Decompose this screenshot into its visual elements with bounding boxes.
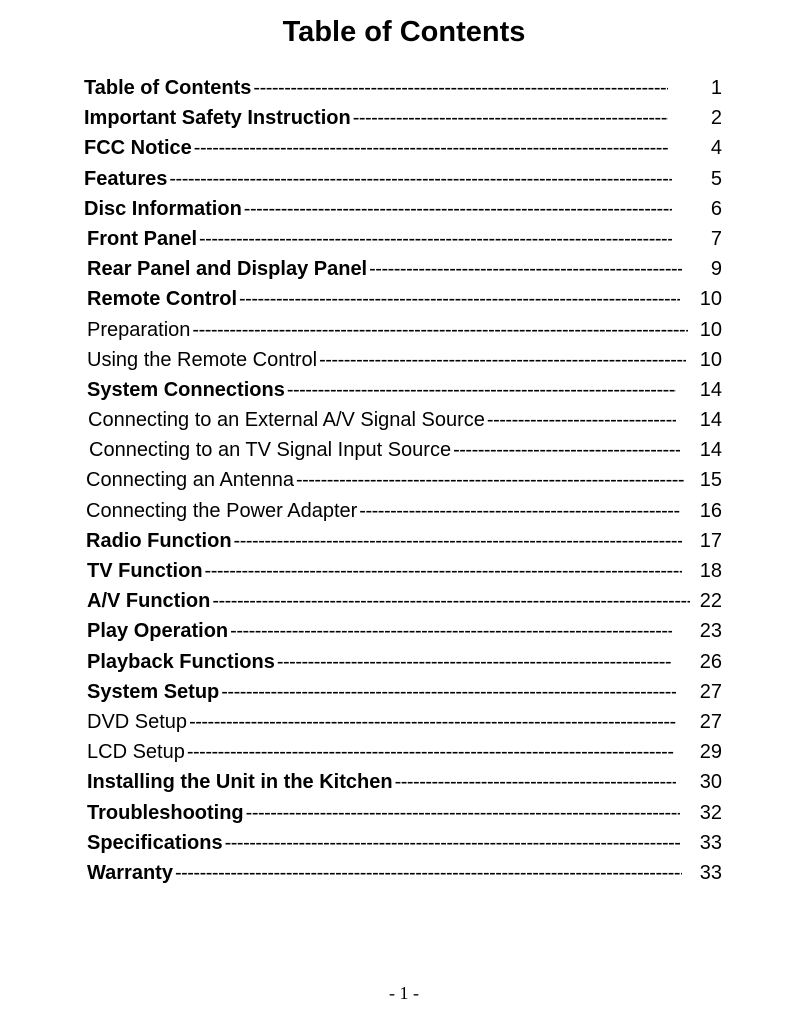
toc-leader-dashes (192, 133, 668, 163)
toc-entry (0, 616, 808, 646)
toc-entry (0, 73, 808, 103)
toc-entry-page: 10 (699, 318, 722, 341)
toc-leader-dashes (187, 707, 676, 737)
toc-entry (0, 405, 808, 435)
toc-entry-page: 33 (699, 831, 722, 854)
toc-entry-title: Using the Remote Control (87, 348, 318, 371)
toc-leader-dashes (317, 345, 686, 375)
toc-entry-page: 26 (699, 650, 722, 673)
toc-entry (0, 194, 808, 224)
toc-entry-title: Front Panel (87, 227, 198, 250)
toc-entry (0, 103, 808, 133)
toc-entry-page: 22 (699, 590, 722, 613)
toc-entry (0, 133, 808, 163)
toc-entry-text (87, 556, 682, 586)
toc-entry-page: 15 (699, 469, 722, 492)
toc-entry (0, 798, 808, 828)
toc-entry-page: 33 (699, 861, 722, 884)
toc-entry-page: 2 (710, 107, 722, 130)
toc-entry-text (86, 526, 682, 556)
toc-entry-text (84, 103, 668, 133)
toc-entry-title: Play Operation (87, 620, 229, 643)
toc-entry-text (87, 828, 680, 858)
toc-leader-dashes (203, 556, 682, 586)
toc-entry-title: Disc Information (84, 197, 242, 220)
toc-entry-title: Important Safety Instruction (84, 107, 351, 130)
toc-entry-text (87, 375, 676, 405)
toc-entry-text (87, 647, 672, 677)
toc-entry (0, 677, 808, 707)
toc-leader-dashes (242, 194, 672, 224)
toc-entry-page: 6 (710, 197, 722, 220)
toc-entry-title: LCD Setup (87, 741, 185, 764)
toc-entry-text (87, 315, 688, 345)
toc-entry (0, 315, 808, 345)
toc-entry-page: 14 (699, 378, 722, 401)
toc-leader-dashes (285, 375, 676, 405)
toc-entry-text (84, 164, 672, 194)
toc-leader-dashes (294, 465, 684, 495)
toc-leader-dashes (351, 103, 668, 133)
toc-entry-page: 5 (710, 167, 722, 190)
toc-entry (0, 737, 808, 767)
toc-entry-text (87, 737, 674, 767)
toc-entry-title: Connecting an Antenna (86, 469, 294, 492)
toc-entry-text (87, 345, 686, 375)
toc-entry-title: Radio Function (86, 529, 232, 552)
toc-entry-text (88, 405, 676, 435)
toc-entry-title: Troubleshooting (87, 801, 244, 824)
page-title: Table of Contents (282, 16, 526, 48)
toc-entry-text (87, 798, 680, 828)
toc-entry-title: Table of Contents (84, 77, 252, 99)
toc-leader-dashes (357, 496, 680, 526)
toc-leader-dashes (173, 858, 682, 888)
toc-entry-text (84, 133, 668, 163)
toc-leader-dashes (232, 526, 682, 556)
toc-entry (0, 828, 808, 858)
toc-leader-dashes (190, 315, 688, 345)
toc-entry-title: System Setup (87, 680, 220, 703)
toc-entry (0, 435, 808, 465)
toc-entry-text (87, 767, 676, 797)
toc-entry-page: 17 (699, 529, 722, 552)
toc-entry-title: Connecting the Power Adapter (86, 499, 358, 522)
toc-list (0, 73, 808, 888)
toc-entry-title: Specifications (87, 831, 223, 854)
toc-entry (0, 345, 808, 375)
toc-entry-title: FCC Notice (84, 137, 192, 160)
toc-entry-page: 16 (699, 499, 722, 522)
toc-leader-dashes (219, 677, 676, 707)
toc-leader-dashes (237, 284, 680, 314)
toc-leader-dashes (251, 73, 668, 103)
toc-entry-text (84, 194, 672, 224)
toc-entry-page: 1 (710, 77, 722, 99)
toc-entry-text (86, 465, 684, 495)
toc-entry-text (87, 858, 682, 888)
toc-entry-page: 27 (699, 680, 722, 703)
toc-entry-title: Connecting to an TV Signal Input Source (89, 439, 452, 462)
toc-entry (0, 707, 808, 737)
toc-entry-title: Features (84, 167, 168, 190)
toc-entry (0, 647, 808, 677)
toc-entry (0, 767, 808, 797)
toc-entry-title: TV Function (87, 560, 203, 582)
toc-entry-page: 4 (710, 137, 722, 160)
toc-entry (0, 465, 808, 495)
toc-entry-text (86, 496, 680, 526)
toc-entry-page: 7 (710, 227, 722, 250)
toc-entry (0, 254, 808, 284)
toc-entry (0, 526, 808, 556)
toc-entry-page: 10 (699, 288, 722, 311)
toc-entry (0, 496, 808, 526)
toc-entry-page: 30 (699, 771, 722, 794)
toc-entry-title: Playback Functions (87, 650, 275, 673)
toc-entry-title: System Connections (87, 378, 285, 401)
toc-entry (0, 375, 808, 405)
toc-entry-title: DVD Setup (87, 710, 188, 733)
toc-entry-title: Rear Panel and Display Panel (87, 258, 368, 281)
toc-entry-title: Remote Control (87, 288, 237, 311)
toc-leader-dashes (485, 405, 676, 435)
toc-leader-dashes (393, 767, 676, 797)
toc-leader-dashes (210, 586, 690, 616)
toc-entry-page: 9 (710, 258, 722, 281)
toc-entry-title: Preparation (87, 318, 191, 341)
toc-entry-page: 23 (699, 620, 722, 643)
toc-entry (0, 586, 808, 616)
toc-entry-page: 10 (699, 348, 722, 371)
toc-entry (0, 284, 808, 314)
toc-entry (0, 858, 808, 888)
toc-entry-text (84, 73, 668, 103)
toc-entry-title: Installing the Unit in the Kitchen (87, 771, 393, 794)
toc-leader-dashes (228, 616, 672, 646)
toc-leader-dashes (197, 224, 672, 254)
toc-leader-dashes (367, 254, 682, 284)
toc-leader-dashes (275, 647, 672, 677)
toc-entry (0, 164, 808, 194)
toc-leader-dashes (244, 798, 680, 828)
toc-entry (0, 224, 808, 254)
toc-entry-text (87, 707, 676, 737)
toc-entry-page: 32 (699, 801, 722, 824)
toc-entry (0, 556, 808, 586)
page-number: - 1 - (389, 983, 419, 1003)
toc-entry-title: Warranty (87, 861, 173, 884)
toc-entry-page: 14 (699, 439, 722, 462)
toc-entry-title: A/V Function (87, 590, 211, 613)
toc-entry-text (87, 616, 672, 646)
toc-entry-text (87, 586, 690, 616)
toc-entry-text (87, 677, 676, 707)
toc-entry-page: 27 (699, 710, 722, 733)
toc-entry-page: 18 (699, 560, 722, 582)
toc-entry-text (87, 284, 680, 314)
toc-leader-dashes (185, 737, 674, 767)
toc-entry-text (87, 224, 672, 254)
toc-entry-page: 29 (699, 741, 722, 764)
toc-leader-dashes (223, 828, 680, 858)
toc-leader-dashes (451, 435, 680, 465)
toc-leader-dashes (167, 164, 672, 194)
toc-entry-title: Connecting to an External A/V Signal Source (88, 409, 485, 432)
toc-entry-text (87, 254, 682, 284)
toc-entry-text (89, 435, 680, 465)
toc-entry-page: 14 (699, 409, 722, 432)
